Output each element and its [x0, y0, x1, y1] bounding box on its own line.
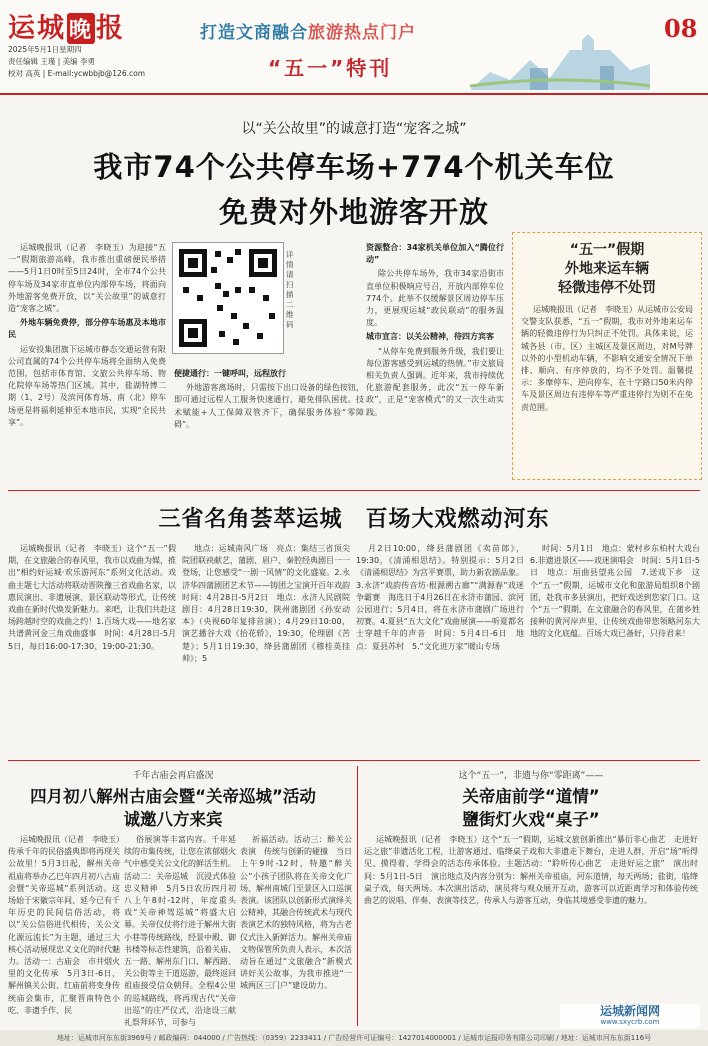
article1-para-3: 外地游客离场时，只需按下出口设备的绿色按钮，即可通过远程人工服务快速通行，避免排队困扰。技术赋能+人工保障双管齐下，确保服务体验“零障碍”。: [174, 383, 364, 429]
header-divider: [0, 93, 708, 95]
article3-kicker: 千年古庙会再启盛况: [132, 771, 214, 781]
article3-column-3: [240, 834, 352, 1026]
heritage-text: 运城晚报讯（记者 李晓玉）这个“五一”假期，运城文旅创新推出“暴衍非心曲艺 走进好运之旅”非遗活化工程，让游客通过、临绛桌子戏和大非遗走下舞台，走进人群，开启“场”听得见、摸得着、学得会的活态传承体验。主题活动：“聆听传心曲艺 走进好运之旅” 演出时间：5月1日-5日 演出地点及内容分别为：解州关帝祖庙，河东道情，每天两场；盐街，临绛桌子戏，每天两场。本次演出活动，演员将与观众展开互动，游客可以近距离学习和体验传统曲艺的说唱、伴奏、表演等技艺，传承人与游客互动，身临其境感受非遗的魅力。: [364, 835, 698, 906]
heritage-title-2: 鹽街灯火戏“桌子”: [462, 810, 600, 829]
article1-column-1: [8, 242, 166, 427]
special-edition-title: “五一”特刊: [268, 56, 393, 80]
qr-code[interactable]: [172, 242, 284, 354]
article1-subhead-3: 资源整合：34家机关单位加入“腾位行动”: [366, 243, 504, 265]
traffic-notice-title-3: 轻微违停不处罚: [558, 280, 656, 296]
article3-para-1: 运城晚报讯（记者 李晓玉）传承千年的民俗盛典即将再现关公故里！5月3日起，解州关帝祖庙将举办乙巳年四月初八古庙会暨“关帝巡城”系列活动。这场始于宋徽宗年间、延今已有千年历史的民间信俗活动，将以“关公信俗进代相传，关公文化源远流长”为主题，通过三大核心活动展现忠义文化的时代魅力。活动一：古庙会 市井烟火里的文化传承 5月3日-6日，解州镇关公街、红庙前将变身传统庙会集市，汇聚晋南特色小吃、非遗手作、民: [8, 835, 120, 1015]
heritage-kicker: 这个“五一”，非遗与你“零距离”——: [458, 771, 604, 781]
article2-column-4: [530, 543, 708, 753]
article1-para-2: 运安投集团旗下运城市静态交通运营有限公司直属的74个公共停车场将全面纳入免费范围，包括市体育馆、文旅公共停车场、物化院停车场等热门区域。其中，盐湖特博二期（1、2号）及滨河体育场、南（北）停车场更是将福利延伸至本地市民，实现“全民共享”。: [8, 344, 166, 427]
traffic-notice-box: [512, 232, 702, 480]
article3-para-3: 祈福活动。活动三：醉关公表演 传统与创新的碰撞 当日上午9时-12时，特邀“醉关公”小孩子团队将在关帝文化广场、解州南城门至景区入口巡演表演。该团队以创新形式演绎关公精神，其融合传统武术与现代表演艺术的独特风格，将为古老仪式注入新鲜活力。解州关帝庙文物保管所负责人表示，本次活动旨在通过“文旅融合”新模式讲好关公故事，为我市推进“一城两区三门户”建设助力。: [240, 835, 352, 991]
article1-kicker: 以“关公故里”的诚意打造“宠客之城”: [241, 121, 467, 137]
article3-column-2: [124, 834, 236, 1026]
article2-para-3: 月2日10:00，绛县蒲剧团《卖苗郎》，19:30，《清涌相思结》。特别提示：5月2日《清涌相思结》为宫平赛票，助力新农剧品象。3.永济“戏韵传音坊·根源溯古廊”“满源春”戏迷争霸赛 海选日于4月26日在永济市蒲园、滨河公园进行；5月4日，将在永济市蒲剧广场进行初赛。4.夏县“五大文化”戏曲展演——听夏都名士穿越千年的声音 时间：5月4日-6日 地点：夏县苏村 5.“文化进万家”暖山专场: [356, 544, 524, 651]
traffic-notice-title-1: “五一”假期: [569, 242, 645, 258]
traffic-notice-text: 运城晚报讯（记者 李晓玉）从运城市公安局交警支队获悉，“五一”假期，我市对外地来运车辆的轻微违停行为只纠正不处罚。具体来说，运城各县（市、区）主城区及景区周边，对M号牌以外的小型机动车辆，不影响交通安全情况下单排、顺向、有序停放的，均不予处罚。温馨提示：多摩停车、逆向停车，在十字路口50米内停车及景区周边有违停车等严重违停行为则不在免责范围。: [521, 305, 693, 412]
section-divider-1: [8, 490, 700, 491]
qr-caption: 详情请扫描二维码: [286, 250, 294, 329]
article3-para-2: 俗展演等丰富内容。千年延续的市集传统，让您在浓郁烟火气中感受关公文化的鲜活生机。活动二：关帝巡城 沉浸式体验忠义精神 5月5日农历四月初八上午8时-12时，年度重头戏“关帝神驾巡城”将盛大启幕。关帝仪仗将行进于解州大街小巷等传统路线，经景中殿、御书楼等标志性建筑，沿着关庙、五一路、解州东门口、解西路、关公街等主干道巡游，最终返回祖庙接受信众朝拜。全程4公里的巡城路线，将再现古代“关帝出巡”的庄严仪式，沿途设三献礼祭拜环节，可参与: [124, 835, 236, 1028]
website-watermark: [560, 1004, 700, 1028]
article3-headline-2: 诚邀八方来宾: [123, 810, 223, 829]
watermark-title: 运城新闻网: [599, 1004, 660, 1018]
article1-lead: 运城晚报讯（记者 李晓玉）为迎接“五一”假期旅游高峰，我市推出重磅便民举措——5月1日0时至5日24时，全市74个公共停车场及34家市直单位内部停车场，将面向外地游客免费开放，以“关公故里”的诚意打造“宠客之城”。: [8, 243, 166, 314]
traffic-notice-title-2: 外地来运车辆: [565, 261, 649, 277]
traffic-notice-body: [521, 304, 693, 464]
article1-headline-2: 免费对外地游客开放: [218, 195, 489, 229]
article2-para-2: 地点：运城南风广场 亮点：集结三省顶尖院团联袂献艺，蒲剧、眉户、秦腔经典剧目一一登场，让您感受“一剧一风情”的文化盛宴。2.永济华四蒲剧团艺术节——铸团之宝演开百年戏韵 时间：4月28日-5月2日 地点：永济人民剧院 剧目：4月28日19:30，陕州蒲剧团《孙安动本》（央视60年复排首演）；4月29日10:00，演艺播谷大戏《抬花轿》，19:30，伦理剧《苦楚》；5月1日19:30，绛县蒲剧团《穆桂英挂帅》；5: [182, 544, 358, 663]
editor-line: 责任编辑 王瑾 | 美编 李勇: [8, 57, 96, 66]
article1-para-4: 除公共停车场外，我市34家沿街市直单位积极响应号召，开放内部停车位774个。此举不仅缓解景区周边停车压力，更展现运城“政民联动”的服务温度。: [366, 269, 504, 328]
article2-column-2: [182, 543, 358, 753]
issue-date: 2025年5月1日星期四: [8, 45, 82, 54]
heritage-body: [364, 834, 698, 1026]
column-divider: [357, 766, 358, 1026]
article2-para-1: 运城晚报讯（记者 李晓玉）这个“五一”假期，在文旅融合的春风里，我市以戏曲为媒，推出“相约好运城·欢乐游河东”系列文化活动。戏曲主题七大活动将联动晋陕豫三省戏曲名家，以惠民演出、非遗展演、景区联动等形式，让传统戏曲在新时代焕发新魅力。来吧，让我们共赴这场跨越时空的戏曲之约！1.百场大戏——地名家共谱黄河金三角戏曲盛事 时间：4月28日-5月5日，每日16:00-17:30、19:00-21:30。: [8, 544, 176, 651]
newspaper-logo: 运城 晚 报: [8, 13, 126, 44]
page-slogan: 打造文商融合旅游热点门户: [200, 23, 416, 43]
heritage-title-1: 关帝庙前学“道情”: [462, 787, 600, 806]
article1-headline-1: 我市74个公共停车场+774个机关车位: [93, 150, 615, 184]
article1-column-2: [174, 368, 364, 476]
section-divider-2: [8, 760, 700, 761]
article2-para-4: 时间：5月1日 地点：蒙村乡东柏村大戏台 6.非遗进景区——戏迷演唱会 时间：5月1日-5日 地点：垣曲县望兆公园 7.送戏下乡 这个“五一”假期，运城市文化和旅游局组织8个剧团，赴我市多县演出，把好戏送到您家门口。这个“五一”假期，在文旅融合的春风里，在蒲乡姓接种的黄河岸声里，让传统戏曲带您领略河东大地的文化底蕴。百场大戏已备好，只待君来！: [530, 544, 708, 639]
article1-para-5: “从停车免费到服务升级，我们要让每位游客感受到运城的热情。”市文旅局相关负责人强调。近年来，我市持续优化旅游配套服务，此次“五一停车新政”，正是“宠客模式”的又一次生动实践。: [366, 346, 504, 417]
article1-subhead-4: 城市宣言：以关公精神，待四方宾客: [366, 332, 494, 342]
page-number: 08: [664, 14, 698, 43]
article1-subhead-1: 外地车辆免费停，部分停车场惠及本地市民: [8, 318, 166, 340]
qr-code-image: [173, 243, 283, 353]
proof-line: 校对 高英 | E-mail:ycwbbjb@126.com: [8, 69, 145, 78]
article2-column-1: [8, 543, 176, 753]
watermark-url: www.sxycrb.com: [600, 1018, 660, 1026]
article2-headline: 三省名角荟萃运城 百场大戏燃动河东: [158, 507, 550, 532]
article3-headline-1: 四月初八解州古庙会暨“关帝巡城”活动: [30, 787, 316, 806]
page-footer: 地址：运城市河东东街3969号 / 邮政编码：044000 / 广告热线：（0359）2233411 / 广告经营许可证编号：1427014000001 / 运城市运报印务有限公司印刷 / 地址：运城市河东东街116号: [0, 1030, 708, 1046]
article1-subhead-2: 便捷通行：一键呼叫，远程放行: [174, 369, 286, 378]
city-skyline-illustration: [470, 30, 650, 90]
article3-column-1: [8, 834, 120, 1026]
article2-column-3: [356, 543, 524, 753]
article1-column-3: [366, 242, 504, 477]
